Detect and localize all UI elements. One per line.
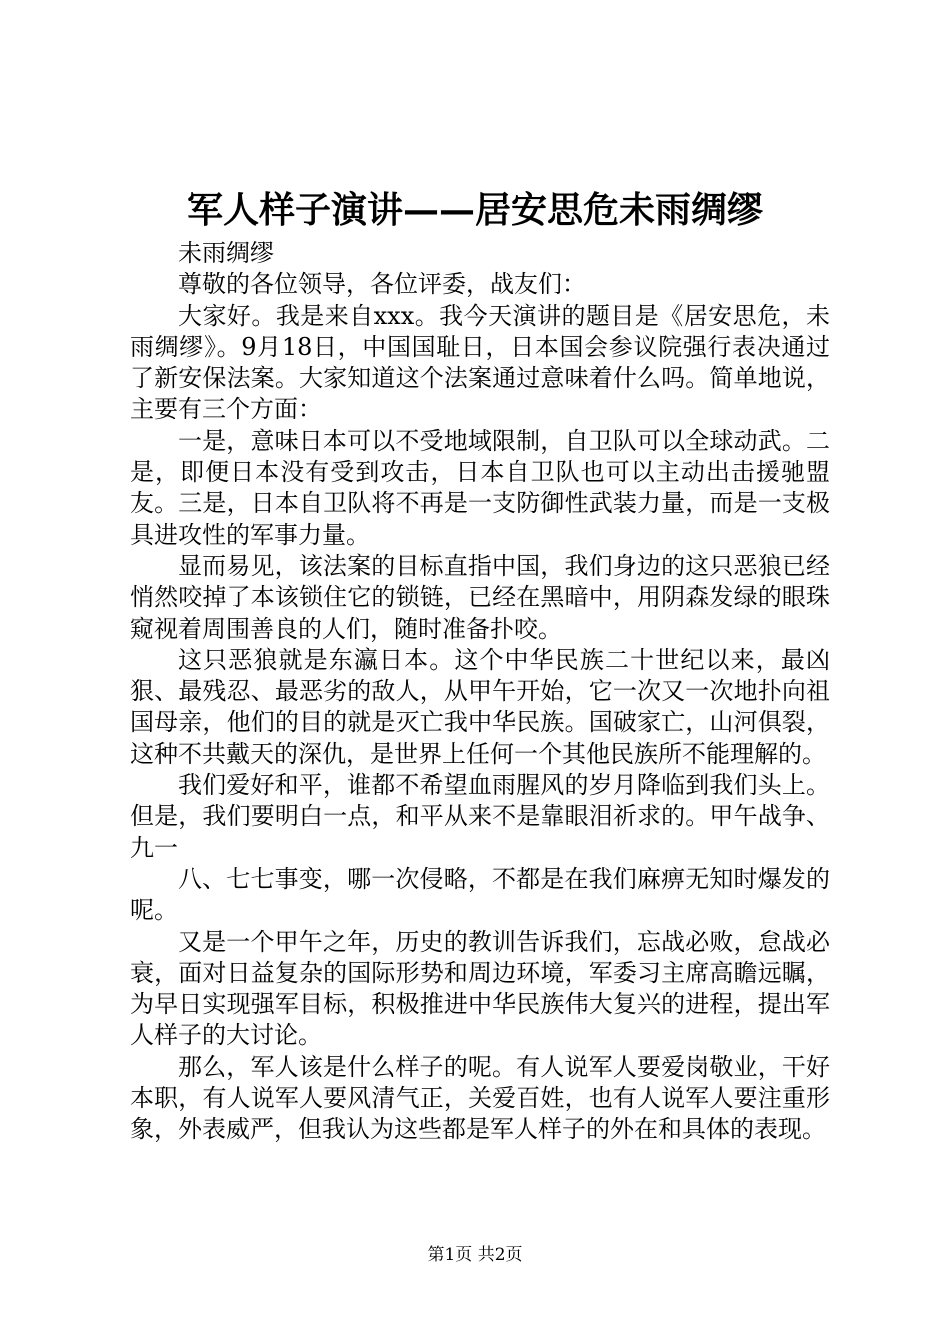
paragraph-salutation: 尊敬的各位领导，各位评委，战友们： [178, 270, 586, 299]
paragraph: 显而易见，该法案的目标直指中国，我们身边的这只恶狼已经悄然咬掉了本该锁住它的锁链，已经在黑暗中，用阴森发绿的眼珠窥视着周围善良的人们，随时准备扑咬。 [130, 551, 830, 643]
document-title: 军人样子演讲——居安思危未雨绸缪 [186, 189, 763, 231]
paragraph: 八、七七事变，哪一次侵略，不都是在我们麻痹无知时爆发的呢。 [130, 864, 830, 925]
paragraph-subtitle: 未雨绸缪 [178, 239, 274, 267]
paragraph: 这只恶狼就是东瀛日本。这个中华民族二十世纪以来，最凶狠、最残忍、最恶劣的敌人，从甲午开始，它一次又一次地扑向祖国母亲，他们的目的就是灭亡我中华民族。国破家亡，山河俱裂，这种不共戴天的深仇，是世界上任何一个其他民族所不能理解的。 [130, 645, 830, 768]
paragraph: 我们爱好和平，谁都不希望血雨腥风的岁月降临到我们头上。但是，我们要明白一点，和平从来不是靠眼泪祈求的。甲午战争、九一 [130, 771, 830, 862]
paragraph: 大家好。我是来自xxx。我今天演讲的题目是《居安思危，未雨绸缪》。9月18日，中国国耻日，日本国会参议院强行表决通过了新安保法案。大家知道这个法案通过意味着什么吗。简单地说，主要有三个方面： [130, 301, 830, 424]
document-body [130, 238, 830, 1146]
paragraph: 那么，军人该是什么样子的呢。有人说军人要爱岗敬业，干好本职，有人说军人要风清气正，关爱百姓，也有人说军人要注重形象，外表威严，但我认为这些都是军人样子的外在和具体的表现。 [130, 1052, 830, 1144]
paragraph: 一是，意味日本可以不受地域限制，自卫队可以全球动武。二是，即便日本没有受到攻击，日本自卫队也可以主动出击援驰盟友。三是，日本自卫队将不再是一支防御性武装力量，而是一支极具进攻性的军事力量。 [130, 426, 830, 549]
page-footer: 第1页 共2页 [427, 1245, 523, 1265]
paragraph: 又是一个甲午之年，历史的教训告诉我们，忘战必败，怠战必衰，面对日益复杂的国际形势和周边环境，军委习主席高瞻远瞩，为早日实现强军目标，积极推进中华民族伟大复兴的进程，提出军人样子的大讨论。 [130, 927, 830, 1050]
